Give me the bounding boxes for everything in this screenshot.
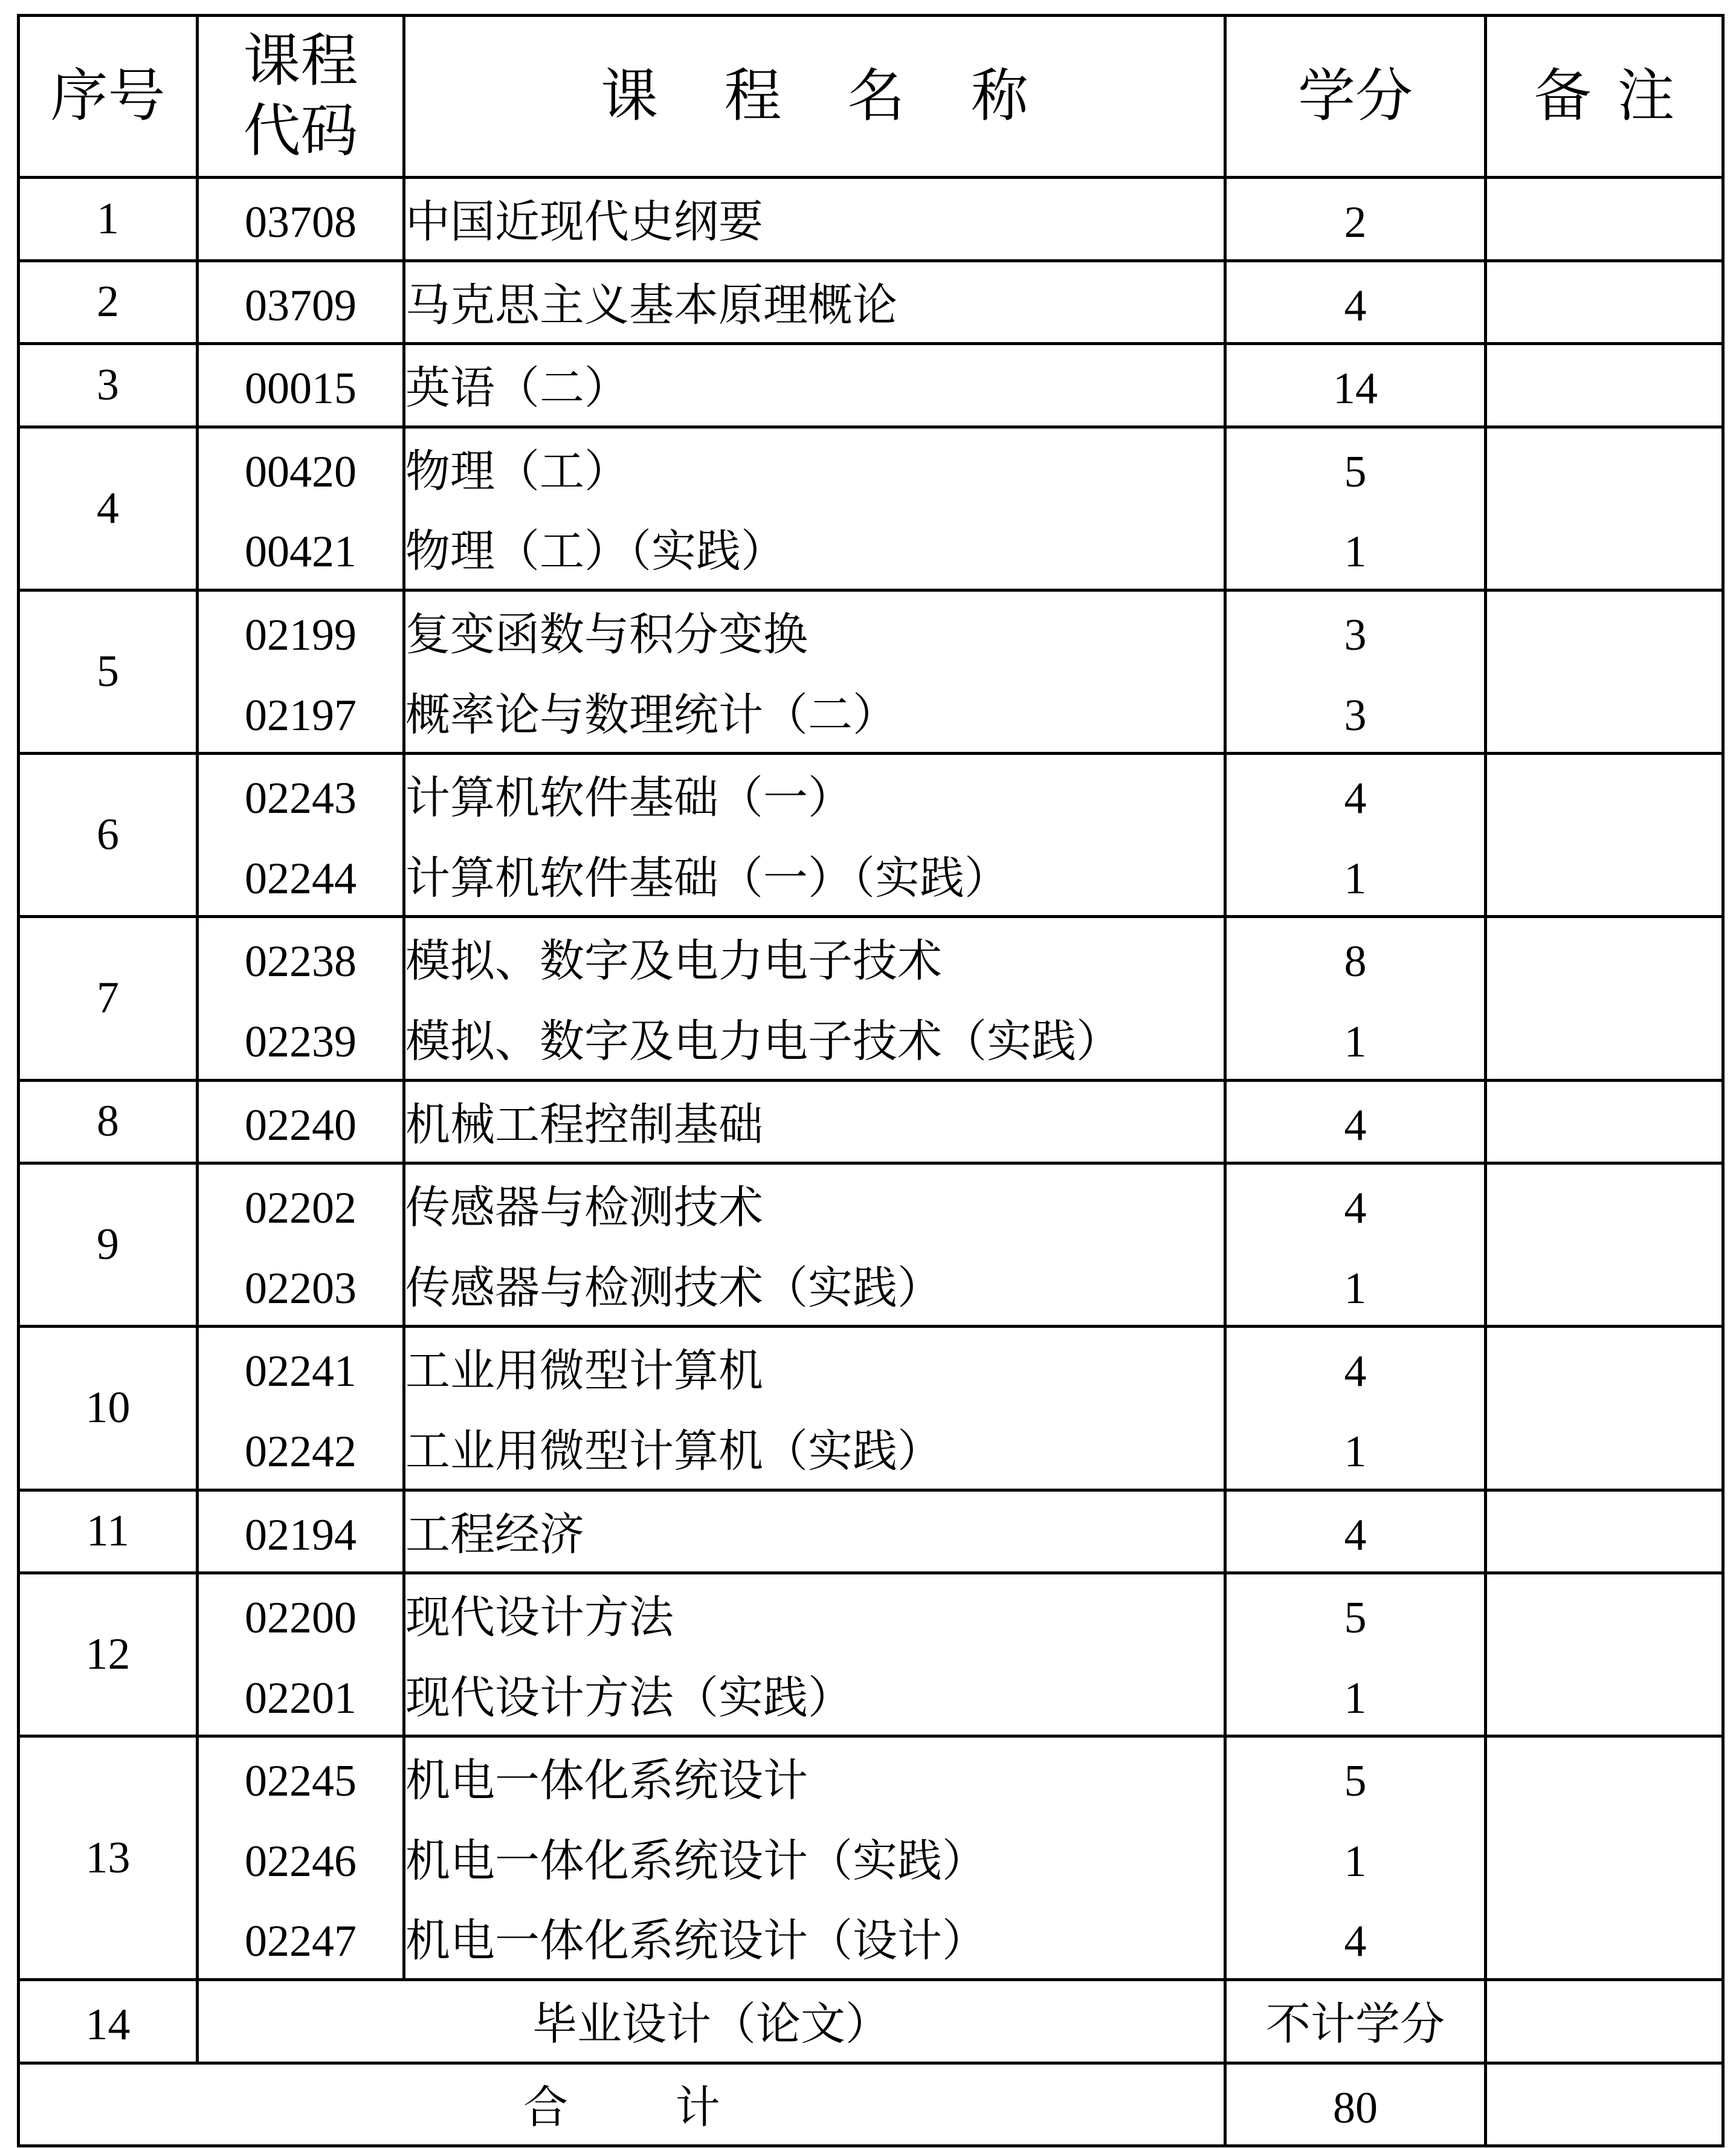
name-cell xyxy=(404,917,1225,1080)
code-cell xyxy=(198,344,404,427)
seq-number: 10 xyxy=(85,1383,131,1433)
course-credits: 1 xyxy=(1344,1426,1367,1477)
seq-cell xyxy=(19,917,198,1080)
credits-cell xyxy=(1225,344,1486,427)
note-cell xyxy=(1486,917,1723,1080)
thesis-name-cell xyxy=(198,1980,1225,2063)
course-credits: 5 xyxy=(1344,447,1367,497)
course-code: 03709 xyxy=(245,280,357,331)
seq-number: 6 xyxy=(97,810,119,860)
course-code: 02247 xyxy=(245,1917,357,1967)
name-cell xyxy=(404,1080,1225,1163)
header-code-line2: 代码 xyxy=(243,99,358,163)
note-cell xyxy=(1486,1080,1723,1163)
course-name: 传感器与检测技术 xyxy=(405,1183,763,1234)
code-cell xyxy=(198,1573,404,1736)
course-code: 02246 xyxy=(245,1836,357,1886)
code-cell xyxy=(198,590,404,753)
course-group-row xyxy=(19,754,1723,917)
course-credits: 5 xyxy=(1344,1756,1367,1807)
course-code: 02238 xyxy=(245,937,357,987)
note-cell xyxy=(1486,1163,1723,1327)
course-code: 02194 xyxy=(245,1510,357,1560)
header-credits-label: 学分 xyxy=(1297,63,1413,128)
course-group-row xyxy=(19,1573,1723,1736)
course-name: 物理（工） xyxy=(405,447,629,497)
header-seq-label: 序号 xyxy=(50,63,166,128)
code-cell xyxy=(198,1080,404,1163)
course-code: 00015 xyxy=(245,364,357,414)
course-code: 02244 xyxy=(245,853,357,904)
note-cell xyxy=(1486,178,1723,261)
credits-cell xyxy=(1225,754,1486,917)
course-code: 00421 xyxy=(245,527,357,577)
header-seq xyxy=(19,16,198,178)
course-name: 传感器与检测技术（实践） xyxy=(405,1263,942,1313)
note-cell xyxy=(1486,344,1723,427)
seq-cell xyxy=(19,1163,198,1327)
credits-cell xyxy=(1225,1327,1486,1490)
name-cell xyxy=(404,1163,1225,1327)
seq-cell xyxy=(19,1327,198,1490)
course-group-row xyxy=(19,1163,1723,1327)
total-note-cell xyxy=(1486,2063,1723,2146)
course-code: 00420 xyxy=(245,447,357,497)
course-name: 现代设计方法（实践） xyxy=(405,1673,853,1723)
course-credits: 1 xyxy=(1344,1017,1367,1067)
course-group-row xyxy=(19,1736,1723,1980)
credits-cell xyxy=(1225,427,1486,590)
seq-number: 12 xyxy=(85,1629,131,1680)
course-credits: 4 xyxy=(1344,1100,1367,1150)
credits-cell xyxy=(1225,1573,1486,1736)
course-name: 马克思主义基本原理概论 xyxy=(405,280,897,331)
course-credits: 4 xyxy=(1344,1510,1367,1560)
note-cell xyxy=(1486,1490,1723,1573)
course-name: 计算机软件基础（一） xyxy=(405,774,853,824)
thesis-credits: 不计学分 xyxy=(1266,2000,1445,2050)
header-notes-label: 备注 xyxy=(1534,63,1701,128)
name-cell xyxy=(404,590,1225,753)
seq-cell xyxy=(19,1573,198,1736)
thesis-row xyxy=(19,1980,1723,2063)
course-name: 机电一体化系统设计 xyxy=(405,1756,808,1807)
course-credits: 4 xyxy=(1344,1347,1367,1397)
seq-cell xyxy=(19,344,198,427)
header-row xyxy=(19,16,1723,178)
seq-number: 4 xyxy=(97,483,119,533)
header-name-label: 课程名称 xyxy=(601,63,1095,128)
credits-cell xyxy=(1225,178,1486,261)
note-cell xyxy=(1486,1573,1723,1736)
total-credits-cell xyxy=(1225,2063,1486,2146)
course-code: 02197 xyxy=(245,690,357,740)
credits-cell xyxy=(1225,260,1486,344)
course-code: 02241 xyxy=(245,1347,357,1397)
name-cell xyxy=(404,427,1225,590)
name-cell xyxy=(404,754,1225,917)
course-code: 02202 xyxy=(245,1183,357,1234)
note-cell xyxy=(1486,260,1723,344)
note-cell xyxy=(1486,427,1723,590)
credits-cell xyxy=(1225,1080,1486,1163)
course-group-row xyxy=(19,1490,1723,1573)
course-group-row xyxy=(19,917,1723,1080)
course-name: 机电一体化系统设计（设计） xyxy=(405,1917,987,1967)
header-code xyxy=(198,16,404,178)
course-name: 工程经济 xyxy=(405,1510,584,1560)
course-code: 02201 xyxy=(245,1673,357,1723)
course-code: 02203 xyxy=(245,1263,357,1313)
course-name: 模拟、数字及电力电子技术（实践） xyxy=(405,1017,1121,1067)
table-body xyxy=(19,178,1723,1980)
name-cell xyxy=(404,1573,1225,1736)
seq-cell xyxy=(19,1736,198,1980)
code-cell xyxy=(198,1327,404,1490)
course-group-row xyxy=(19,178,1723,261)
course-code: 02243 xyxy=(245,774,357,824)
course-name: 概率论与数理统计（二） xyxy=(405,690,897,740)
course-group-row xyxy=(19,427,1723,590)
seq-number: 5 xyxy=(97,647,119,697)
seq-number: 1 xyxy=(97,193,119,244)
thesis-credits-cell xyxy=(1225,1980,1486,2063)
note-cell xyxy=(1486,754,1723,917)
seq-number: 8 xyxy=(97,1096,119,1147)
course-code: 02245 xyxy=(245,1756,357,1807)
course-credits: 4 xyxy=(1344,1183,1367,1234)
course-name: 机械工程控制基础 xyxy=(405,1100,763,1150)
course-name: 复变函数与积分变换 xyxy=(405,610,808,660)
seq-number: 13 xyxy=(85,1833,131,1883)
course-code: 02200 xyxy=(245,1593,357,1643)
course-code: 02239 xyxy=(245,1017,357,1067)
course-credits: 3 xyxy=(1344,690,1367,740)
note-cell xyxy=(1486,590,1723,753)
curriculum-table xyxy=(17,14,1725,2147)
code-cell xyxy=(198,1736,404,1980)
course-group-row xyxy=(19,344,1723,427)
course-group-row xyxy=(19,1327,1723,1490)
code-cell xyxy=(198,1490,404,1573)
credits-cell xyxy=(1225,1736,1486,1980)
course-group-row xyxy=(19,1080,1723,1163)
code-cell xyxy=(198,917,404,1080)
course-name: 工业用微型计算机 xyxy=(405,1347,763,1397)
total-label: 合计 xyxy=(523,2083,828,2133)
credits-cell xyxy=(1225,917,1486,1080)
name-cell xyxy=(404,344,1225,427)
seq-number: 9 xyxy=(97,1220,119,1270)
seq-number: 7 xyxy=(97,973,119,1023)
course-credits: 4 xyxy=(1344,774,1367,824)
course-code: 02240 xyxy=(245,1100,357,1150)
total-credits: 80 xyxy=(1333,2083,1378,2133)
name-cell xyxy=(404,1490,1225,1573)
header-name xyxy=(404,16,1225,178)
seq-cell xyxy=(19,1490,198,1573)
seq-number: 3 xyxy=(97,360,119,410)
course-code: 03708 xyxy=(245,198,357,247)
course-code: 02199 xyxy=(245,610,357,660)
credits-cell xyxy=(1225,1490,1486,1573)
thesis-seq: 14 xyxy=(85,2000,131,2050)
course-name: 现代设计方法 xyxy=(405,1593,674,1643)
course-credits: 3 xyxy=(1344,610,1367,660)
course-credits: 1 xyxy=(1344,1673,1367,1723)
course-name: 物理（工）（实践） xyxy=(405,527,786,577)
course-credits: 1 xyxy=(1344,527,1367,577)
seq-cell xyxy=(19,590,198,753)
course-name: 中国近现代史纲要 xyxy=(405,198,763,247)
course-group-row xyxy=(19,260,1723,344)
code-cell xyxy=(198,427,404,590)
course-code: 02242 xyxy=(245,1426,357,1477)
course-credits: 1 xyxy=(1344,1836,1367,1886)
course-name: 模拟、数字及电力电子技术 xyxy=(405,937,942,987)
course-credits: 4 xyxy=(1344,1917,1367,1967)
note-cell xyxy=(1486,1736,1723,1980)
total-label-cell xyxy=(19,2063,1225,2146)
thesis-seq-cell xyxy=(19,1980,198,2063)
course-name: 计算机软件基础（一）（实践） xyxy=(405,853,1009,904)
seq-cell xyxy=(19,260,198,344)
course-credits: 8 xyxy=(1344,937,1367,987)
credits-cell xyxy=(1225,590,1486,753)
header-code-line1: 课程 xyxy=(243,28,358,93)
code-cell xyxy=(198,1163,404,1327)
header-credits xyxy=(1225,16,1486,178)
course-name: 英语（二） xyxy=(405,364,629,414)
course-credits: 2 xyxy=(1344,198,1367,247)
code-cell xyxy=(198,754,404,917)
note-cell xyxy=(1486,1327,1723,1490)
thesis-note-cell xyxy=(1486,1980,1723,2063)
code-cell xyxy=(198,260,404,344)
course-credits: 1 xyxy=(1344,1263,1367,1313)
course-name: 机电一体化系统设计（实践） xyxy=(405,1836,987,1886)
name-cell xyxy=(404,1736,1225,1980)
course-credits: 1 xyxy=(1344,853,1367,904)
course-credits: 4 xyxy=(1344,280,1367,331)
course-credits: 14 xyxy=(1333,364,1378,414)
seq-cell xyxy=(19,754,198,917)
seq-cell xyxy=(19,178,198,261)
seq-cell xyxy=(19,1080,198,1163)
course-group-row xyxy=(19,590,1723,753)
thesis-name: 毕业设计（论文） xyxy=(532,2000,890,2050)
name-cell xyxy=(404,178,1225,261)
course-credits: 5 xyxy=(1344,1593,1367,1643)
name-cell xyxy=(404,260,1225,344)
credits-cell xyxy=(1225,1163,1486,1327)
seq-number: 2 xyxy=(97,277,119,327)
name-cell xyxy=(404,1327,1225,1490)
course-name: 工业用微型计算机（实践） xyxy=(405,1426,942,1477)
code-cell xyxy=(198,178,404,261)
seq-cell xyxy=(19,427,198,590)
seq-number: 11 xyxy=(86,1506,130,1556)
total-row xyxy=(19,2063,1723,2146)
header-notes xyxy=(1486,16,1723,178)
